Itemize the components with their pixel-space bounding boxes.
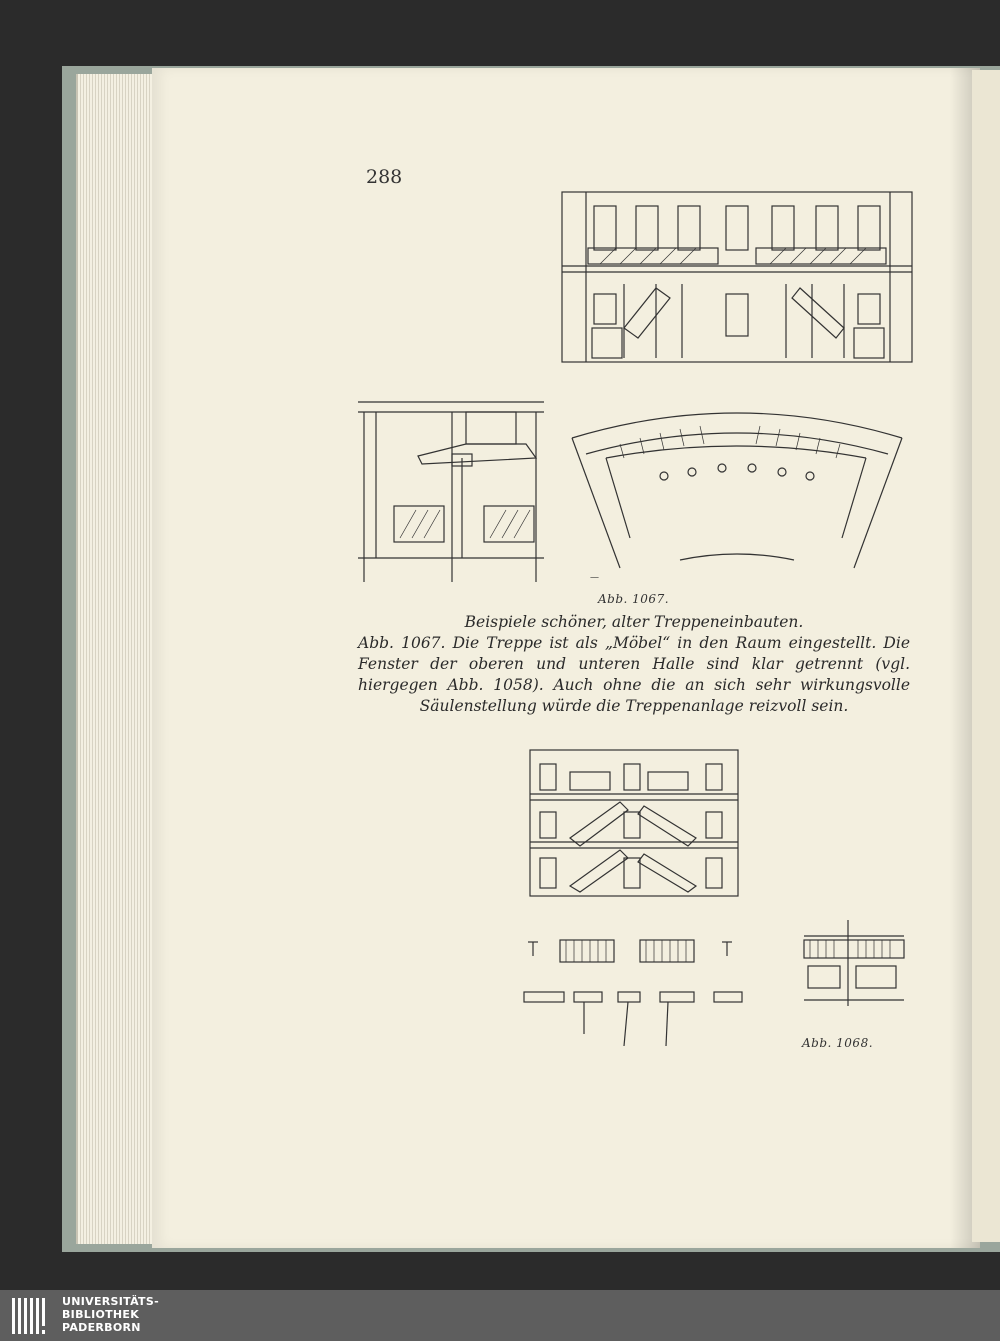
page-edges bbox=[76, 74, 160, 1244]
figure-1068-label: Abb. 1068. bbox=[802, 1036, 874, 1050]
page-number: 288 bbox=[366, 166, 403, 188]
figure-1068-plan bbox=[518, 920, 748, 1052]
figure-1067-plan bbox=[560, 398, 914, 584]
figure-1068-detail bbox=[800, 916, 910, 1008]
caption-body: Abb. 1067. Die Treppe ist als „Möbel“ in den Raum eingestellt. Die Fenster der oberen und unteren Halle sind klar getrennt (vgl. hiergegen Abb. 1058). Auch ohne die an sich sehr wirkungsvolle Säulenstellung würde die Treppenanlage reizvoll sein. bbox=[358, 634, 910, 715]
library-logo-icon bbox=[8, 1294, 58, 1338]
figure-1068-elevation bbox=[520, 746, 742, 898]
next-page-edge bbox=[972, 70, 1000, 1242]
figure-1067-section bbox=[356, 398, 546, 584]
figure-1067-elevation bbox=[560, 188, 914, 366]
svg-text:—: — bbox=[590, 573, 599, 583]
library-name-line2: BIBLIOTHEK bbox=[62, 1308, 140, 1321]
figure-1067-label: Abb. 1067. bbox=[598, 592, 670, 606]
library-name-line1: UNIVERSITÄTS- bbox=[62, 1295, 159, 1308]
figure-caption bbox=[358, 612, 910, 717]
caption-title: Beispiele schöner, alter Treppeneinbauten. bbox=[464, 613, 804, 631]
library-name-line3: PADERBORN bbox=[62, 1321, 141, 1334]
library-name bbox=[62, 1295, 159, 1334]
